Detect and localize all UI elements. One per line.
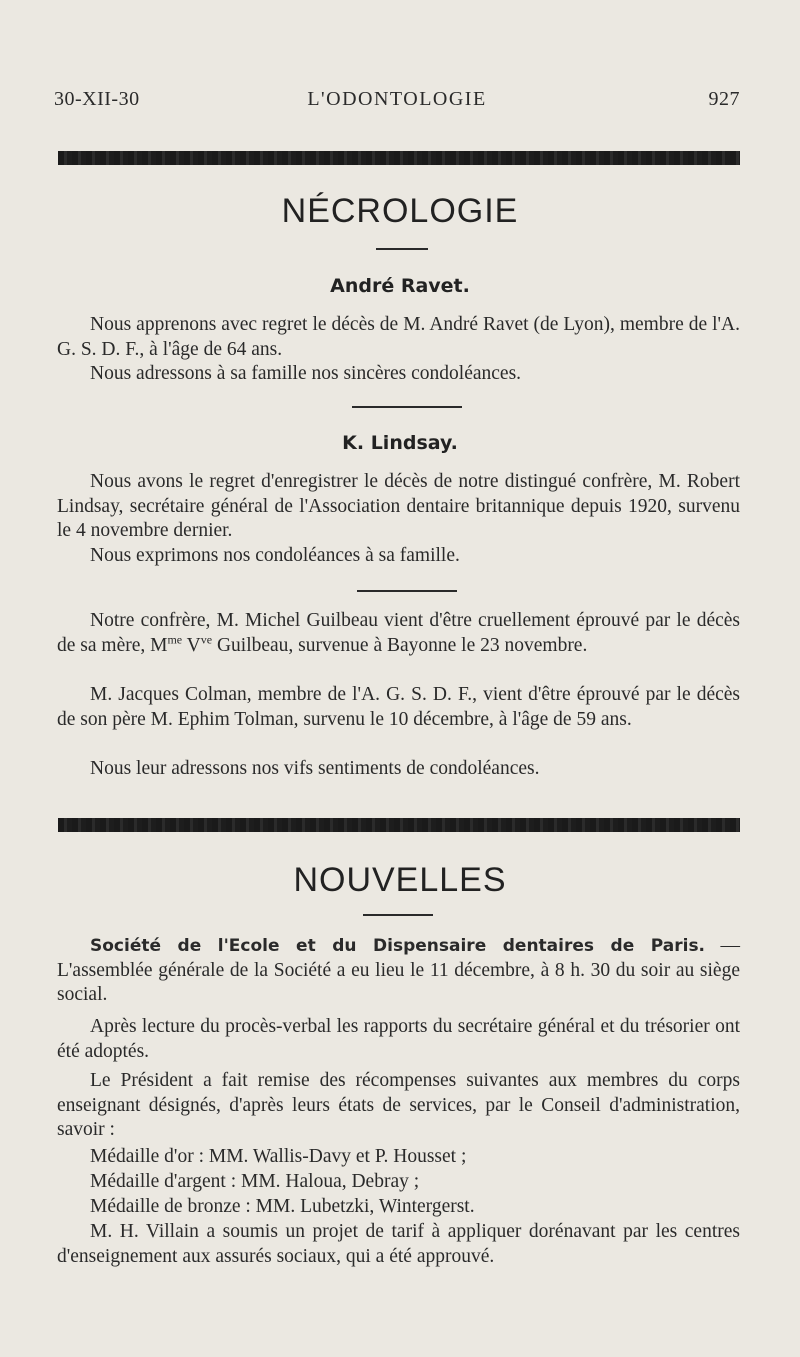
obituary-lindsay-condolences: Nous exprimons nos condoléances à sa famille. — [90, 545, 460, 566]
running-head — [54, 88, 740, 118]
section-band-top — [58, 151, 740, 165]
obituary-ravet-condolences: Nous adressons à sa famille nos sincères condoléances. — [90, 363, 522, 384]
title-rule — [376, 248, 428, 250]
nouvelles-para: Après lecture du procès-verbal les rapports du secrétaire général et du trésorier ont été adoptés. — [57, 1016, 740, 1062]
nouvelles-para: Le Président a fait remise des récompenses suivantes aux membres du corps enseignant désignés, d'après leurs états de services, par le Conseil d'administration, savoir : — [57, 1070, 740, 1140]
societe-name: Société de l'Ecole et du Dispensaire dentaires de Paris. — [90, 936, 706, 956]
divider-rule — [352, 406, 462, 408]
obituary-lindsay-text: Nous avons le regret d'enregistrer le décès de notre distingué confrère, M. Robert Lindsay, secrétaire général de l'Association dentaire britannique depuis 1920, survenu le 4 novembre dernier. — [57, 471, 740, 541]
villain-tariff: M. H. Villain a soumis un projet de tarif à appliquer dorénavant par les centres d'enseignement aux assurés sociaux, qui a été approuvé. — [57, 1221, 740, 1267]
journal-title: L'ODONTOLOGIE — [307, 88, 487, 110]
title-rule — [363, 914, 433, 916]
medal-bronze: Médaille de bronze : MM. Lubetzki, Wintergerst. — [90, 1196, 475, 1217]
obituary-heading-ravet: André Ravet. — [330, 275, 470, 297]
divider-rule — [357, 590, 457, 592]
nouvelles-title: NOUVELLES — [293, 861, 507, 899]
page-number: 927 — [708, 88, 740, 110]
guilbeau-notice: Notre confrère, M. Michel Guilbeau vient d'être cruellement éprouvé par le décès de sa mère, $M^{me}$ $V^{ve}$ Guilbeau, survenue à Bayonne le 23 novembre. — [57, 610, 740, 656]
medal-silver: Médaille d'argent : MM. Haloua, Debray ; — [90, 1171, 420, 1192]
issue-date: 30-XII-30 — [54, 88, 140, 110]
colman-notice: M. Jacques Colman, membre de l'A. G. S. D. F., vient d'être éprouvé par le décès de son père M. Ephim Tolman, survenu le 10 décembre, à l'âge de 59 ans. — [57, 684, 740, 730]
medal-gold: Médaille d'or : MM. Wallis-Davy et P. Housset ; — [90, 1146, 467, 1167]
necrologie-title: NÉCROLOGIE — [281, 192, 519, 230]
obituary-heading-lindsay: K. Lindsay. — [342, 432, 458, 454]
societe-lead: Société de l'Ecole et du Dispensaire dentaires de Paris. — L'assemblée générale de la Société a eu lieu le 11 décembre, à 8 h. 30 du soir au siège social. — [57, 935, 740, 1005]
closing-condolences: Nous leur adressons nos vifs sentiments de condoléances. — [90, 758, 540, 779]
section-band-middle — [58, 818, 740, 832]
obituary-ravet-text: Nous apprenons avec regret le décès de M. André Ravet (de Lyon), membre de l'A. G. S. D. F., à l'âge de 64 ans. — [57, 314, 740, 360]
